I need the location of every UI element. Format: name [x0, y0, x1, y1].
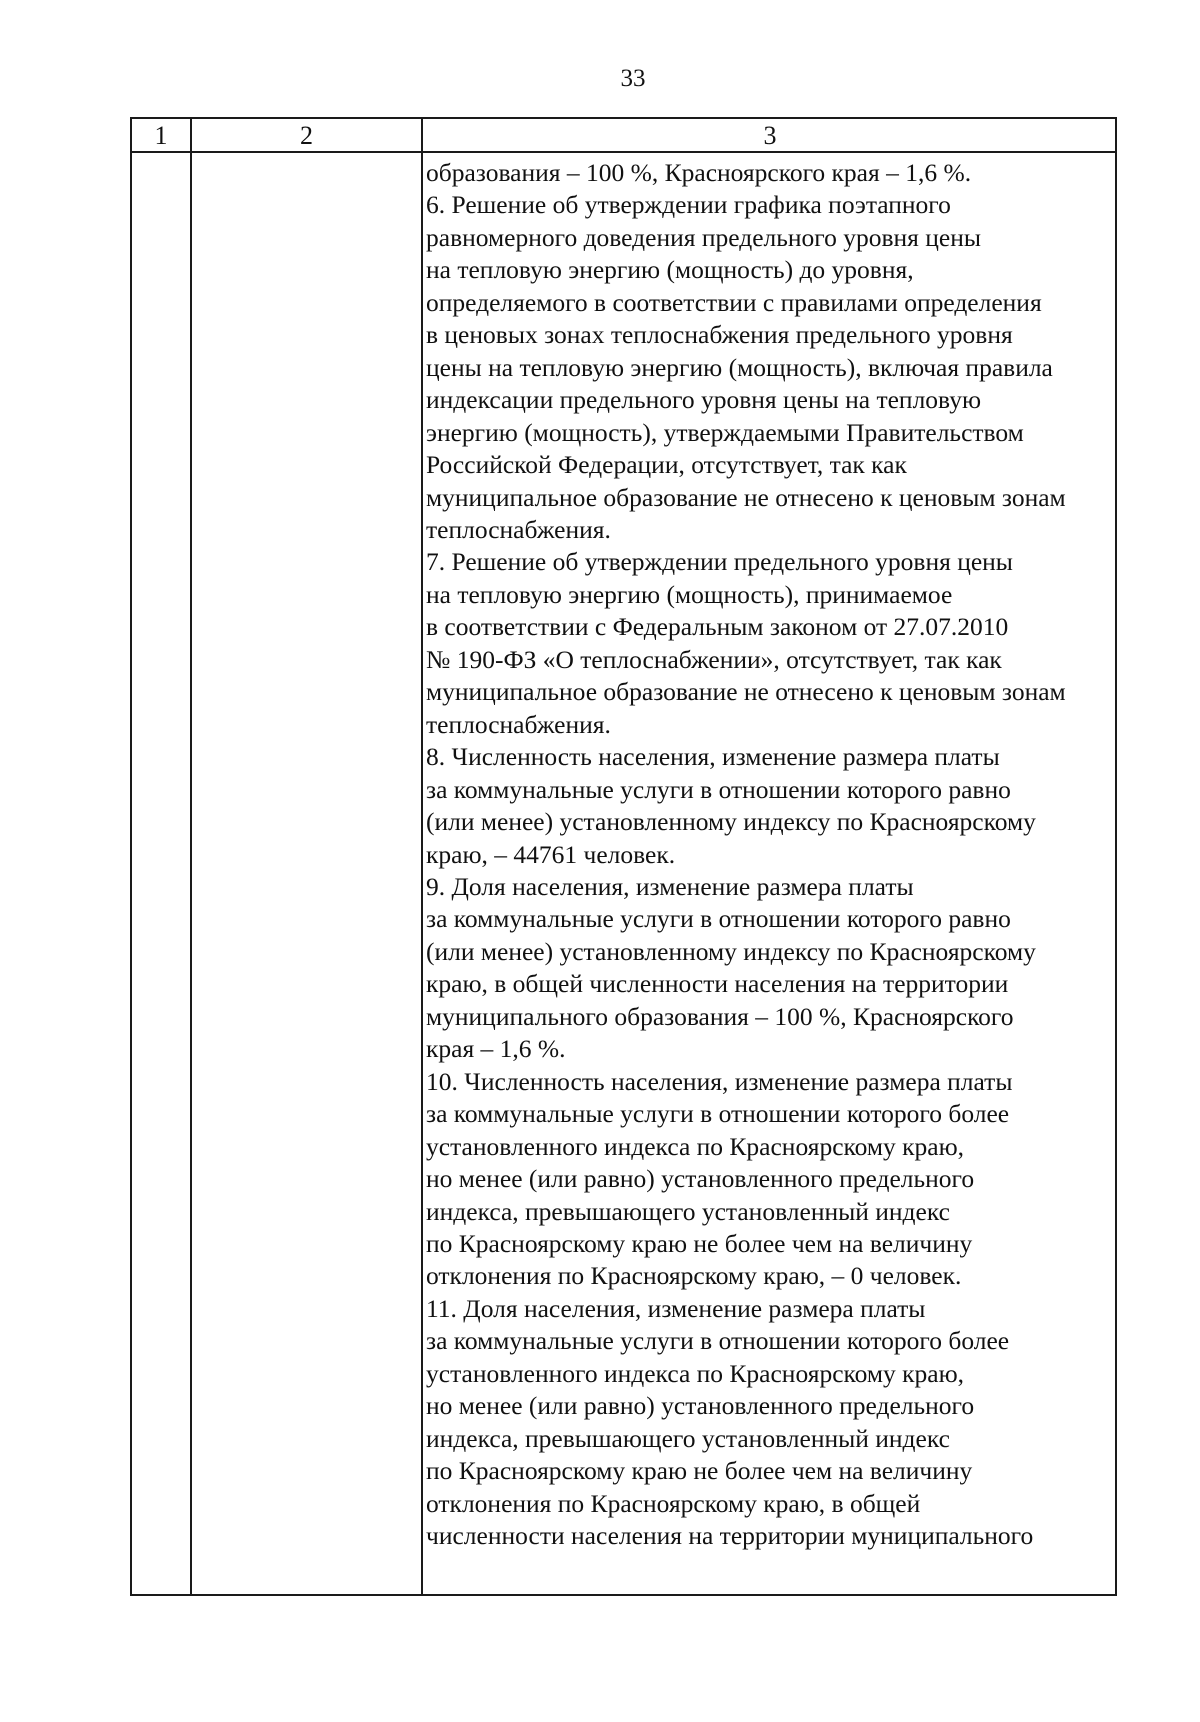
text-line: в соответствии с Федеральным законом от 27.07.2010	[426, 612, 1009, 642]
text-line: цены на тепловую энергию (мощность), включая правила	[426, 352, 1053, 382]
text-line: индексации предельного уровня цены на тепловую	[426, 385, 982, 415]
text-line: 9. Доля населения, изменение размера платы	[426, 871, 914, 901]
text-line: (или менее) установленному индексу по Красноярскому	[426, 807, 1036, 837]
text-line: муниципального образования – 100 %, Красноярского	[426, 1001, 1014, 1031]
text-line: равномерного доведения предельного уровня цены	[426, 222, 982, 252]
table-header-col-1: 1	[154, 121, 168, 150]
text-line: теплоснабжения.	[426, 514, 611, 544]
text-line: индекса, превышающего установленный индекс	[426, 1196, 950, 1226]
text-line: краю, – 44761 человек.	[426, 839, 676, 869]
document-table	[130, 117, 1117, 1596]
text-line: краю, в общей численности населения на территории	[426, 969, 1009, 999]
text-line: 10. Численность населения, изменение размера платы	[426, 1066, 1013, 1096]
text-line: по Красноярскому краю не более чем на величину	[426, 1456, 973, 1486]
text-line: 7. Решение об утверждении предельного уровня цены	[426, 547, 1013, 577]
text-line: образования – 100 %, Красноярского края – 1,6 %.	[426, 158, 972, 187]
text-line: теплоснабжения.	[426, 709, 611, 739]
text-line: за коммунальные услуги в отношении которого более	[426, 1099, 1010, 1129]
text-line: муниципальное образование не отнесено к ценовым зонам	[426, 482, 1066, 512]
text-line: за коммунальные услуги в отношении которого равно	[426, 904, 1011, 934]
table-header-col-3: 3	[763, 121, 777, 150]
text-line: отклонения по Красноярскому краю, в общей	[426, 1488, 921, 1518]
text-line: численности населения на территории муниципального	[426, 1521, 1034, 1551]
text-line: за коммунальные услуги в отношении которого равно	[426, 774, 1011, 804]
text-line: Российской Федерации, отсутствует, так как	[426, 450, 907, 480]
column-divider-2	[421, 119, 423, 1594]
text-line: муниципальное образование не отнесено к ценовым зонам	[426, 677, 1066, 707]
text-line: края – 1,6 %.	[426, 1034, 566, 1064]
text-line: в ценовых зонах теплоснабжения предельного уровня	[426, 320, 1013, 350]
text-line: по Красноярскому краю не более чем на величину	[426, 1228, 973, 1258]
text-line: № 190-ФЗ «О теплоснабжении», отсутствует, так как	[426, 644, 1002, 674]
text-line: но менее (или равно) установленного предельного	[426, 1164, 975, 1194]
text-line: (или менее) установленному индексу по Красноярскому	[426, 936, 1036, 966]
text-line: индекса, превышающего установленный индекс	[426, 1423, 950, 1453]
text-line: установленного индекса по Красноярскому краю,	[426, 1131, 965, 1161]
column-divider-1	[190, 119, 192, 1594]
text-line: энергию (мощность), утверждаемыми Правительством	[426, 417, 1024, 447]
text-line: 11. Доля населения, изменение размера платы	[426, 1293, 926, 1323]
text-line: за коммунальные услуги в отношении которого более	[426, 1326, 1010, 1356]
header-divider	[132, 151, 1115, 153]
text-line: 8. Численность населения, изменение размера платы	[426, 742, 1000, 772]
text-line: на тепловую энергию (мощность) до уровня,	[426, 255, 914, 285]
text-line: но менее (или равно) установленного предельного	[426, 1391, 975, 1421]
text-line: 6. Решение об утверждении графика поэтапного	[426, 190, 951, 220]
table-header-col-2: 2	[300, 121, 313, 150]
table-cell-col-3-text	[426, 157, 1126, 1552]
text-line: установленного индекса по Красноярскому краю,	[426, 1358, 965, 1388]
text-line: определяемого в соответствии с правилами определения	[426, 287, 1042, 317]
text-line: отклонения по Красноярскому краю, – 0 человек.	[426, 1261, 962, 1291]
text-line: на тепловую энергию (мощность), принимаемое	[426, 579, 953, 609]
page-number: 33	[620, 65, 646, 92]
